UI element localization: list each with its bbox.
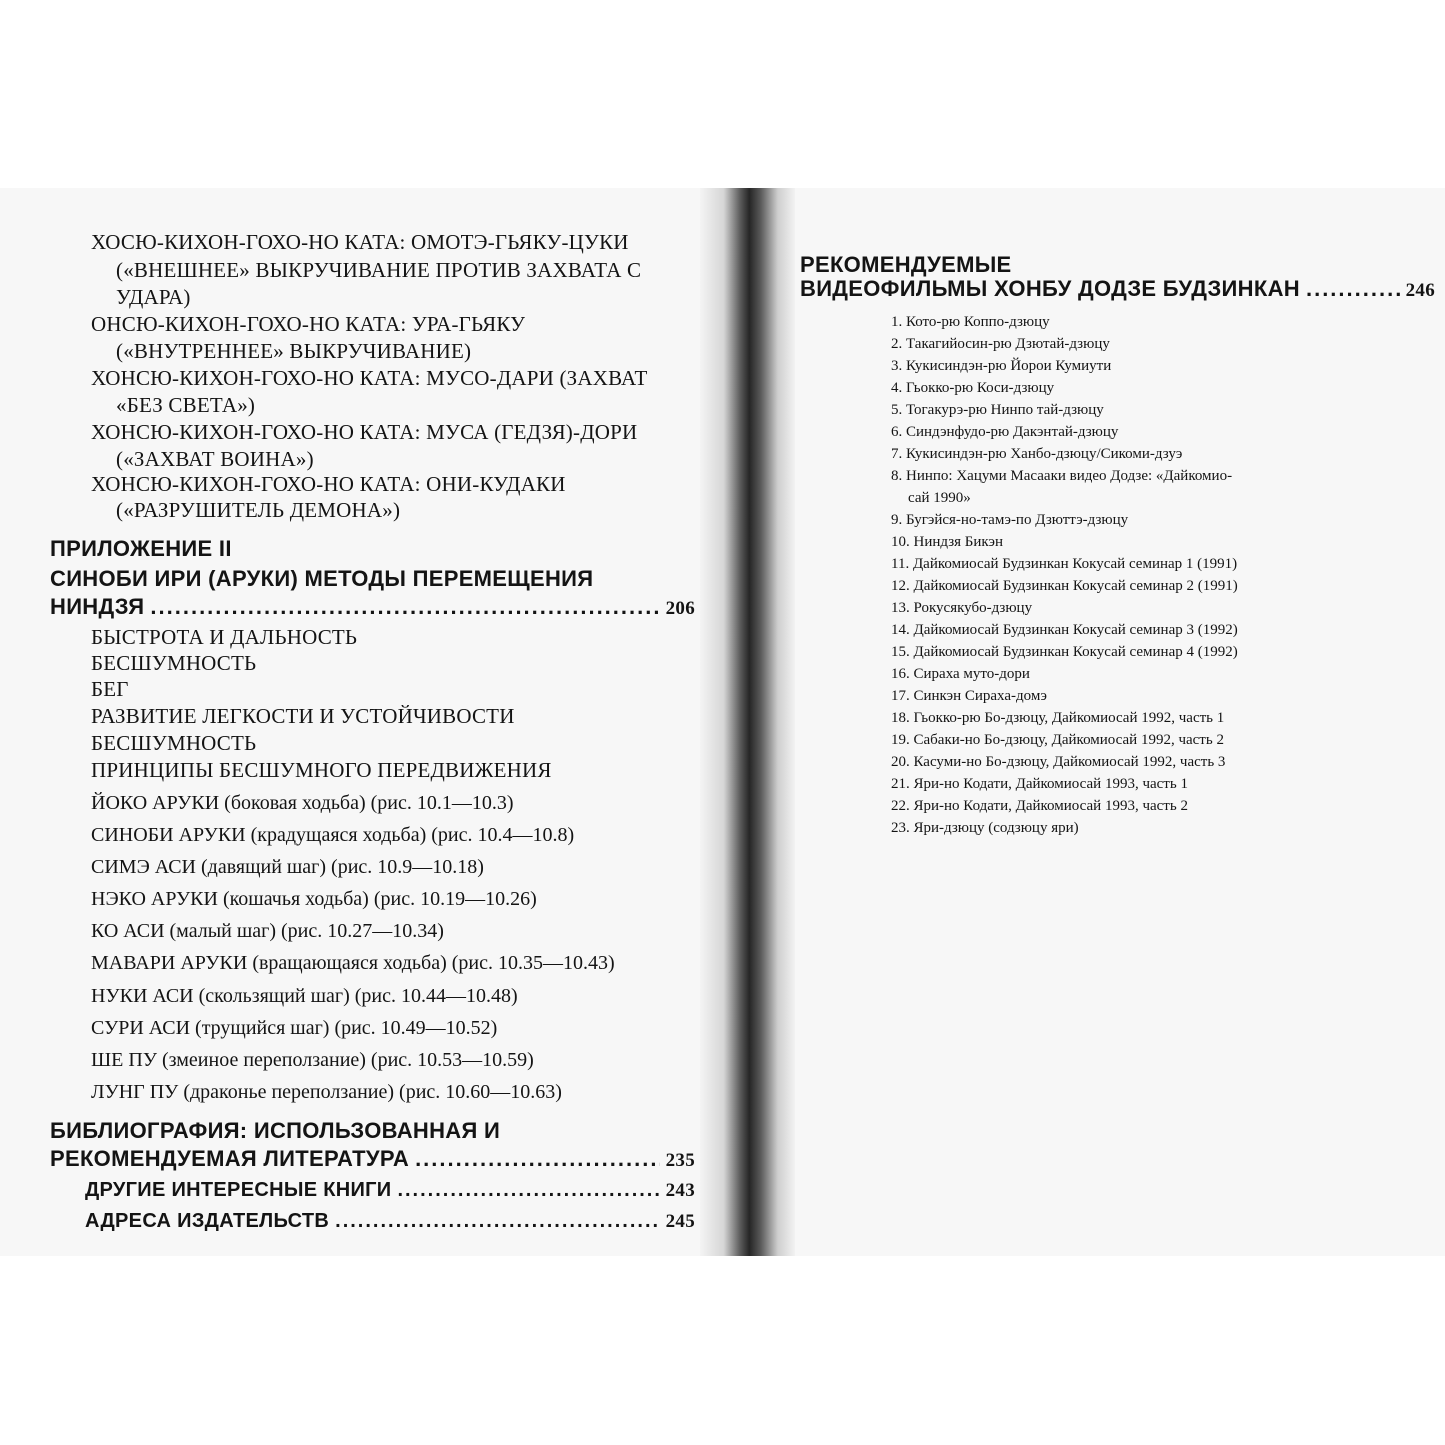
video-item-21: 21. Яри-но Кодати, Дайкомиосай 1993, часть 1 xyxy=(891,776,1188,792)
video-item-17: 17. Синкэн Сираха-домэ xyxy=(891,688,1047,704)
video-item-10: 10. Ниндзя Бикэн xyxy=(891,534,1003,550)
appendix-item-1: ЙОКО АРУКИ (боковая ходьба) (рис. 10.1—10.3) xyxy=(91,792,514,814)
bibliography-sub2-label: АДРЕСА ИЗДАТЕЛЬСТВ xyxy=(85,1210,330,1232)
toc-subentry-1-line1: ХОСЮ-КИХОН-ГОХО-НО КАТА: ОМОТЭ-ГЬЯКУ-ЦУКИ xyxy=(91,230,629,254)
right-page xyxy=(795,188,1445,1256)
videos-page-number: 246 xyxy=(1405,280,1435,301)
toc-subentry-1-line2: («ВНЕШНЕЕ» ВЫКРУЧИВАНИЕ ПРОТИВ ЗАХВАТА С xyxy=(116,258,642,282)
book-spread xyxy=(0,188,1445,1256)
appendix-item-4: НЭКО АРУКИ (кошачья ходьба) (рис. 10.19—10.26) xyxy=(91,888,537,910)
leader-dots xyxy=(415,1146,660,1172)
video-item-7: 7. Кукисиндэн-рю Ханбо-дзюцу/Сикоми-дзуэ xyxy=(891,446,1183,462)
video-item-6: 6. Синдэнфудо-рю Дакэнтай-дзюцу xyxy=(891,424,1119,440)
bibliography-heading-line2: РЕКОМЕНДУЕМАЯ ЛИТЕРАТУРА xyxy=(50,1146,410,1171)
video-item-11: 11. Дайкомиосай Будзинкан Кокусай семинар 1 (1991) xyxy=(891,556,1238,572)
video-item-23: 23. Яри-дзюцу (содзюцу яри) xyxy=(891,820,1079,836)
video-item-19: 19. Сабаки-но Бо-дзюцу, Дайкомиосай 1992, часть 2 xyxy=(891,732,1224,748)
bibliography-sub1-page: 243 xyxy=(665,1180,695,1201)
toc-subentry-1-line3: УДАРА) xyxy=(116,285,191,309)
appendix-item-2: СИНОБИ АРУКИ (крадущаяся ходьба) (рис. 10.4—10.8) xyxy=(91,824,575,846)
toc-subentry-4-line2: («ЗАХВАТ ВОИНА») xyxy=(116,447,314,471)
appendix-caps-item-3: БЕГ xyxy=(91,677,129,701)
video-item-14: 14. Дайкомиосай Будзинкан Кокусай семинар 3 (1992) xyxy=(891,622,1238,638)
video-item-1: 1. Кото-рю Коппо-дзюцу xyxy=(891,314,1050,330)
appendix-item-3: СИМЭ АСИ (давящий шаг) (рис. 10.9—10.18) xyxy=(91,856,484,878)
toc-subentry-5-line2: («РАЗРУШИТЕЛЬ ДЕМОНА») xyxy=(116,498,401,522)
video-item-13: 13. Рокусякубо-дзюцу xyxy=(891,600,1033,616)
appendix-caps-item-1: БЫСТРОТА И ДАЛЬНОСТЬ xyxy=(91,625,358,649)
appendix-heading-line1: ПРИЛОЖЕНИЕ II xyxy=(50,536,232,561)
bibliography-heading-line1: БИБЛИОГРАФИЯ: ИСПОЛЬЗОВАННАЯ И xyxy=(50,1118,501,1143)
appendix-item-9: ШЕ ПУ (змеиное переползание) (рис. 10.53—10.59) xyxy=(91,1049,534,1071)
appendix-item-6: МАВАРИ АРУКИ (вращающаяся ходьба) (рис. 10.35—10.43) xyxy=(91,952,615,974)
videos-heading-line2: ВИДЕОФИЛЬМЫ ХОНБУ ДОДЗЕ БУДЗИНКАН xyxy=(800,276,1300,301)
left-page xyxy=(0,188,700,1256)
leader-dots xyxy=(335,1210,659,1233)
toc-subentry-3-line2: «БЕЗ СВЕТА») xyxy=(116,393,256,417)
bibliography-sub2-row xyxy=(85,1210,695,1233)
appendix-heading-line2: СИНОБИ ИРИ (АРУКИ) МЕТОДЫ ПЕРЕМЕЩЕНИЯ xyxy=(50,566,594,591)
appendix-caps-item-2: БЕСШУМНОСТЬ xyxy=(91,651,257,675)
appendix-caps-item-5: БЕСШУМНОСТЬ xyxy=(91,731,257,755)
bibliography-sub1-label: ДРУГИЕ ИНТЕРЕСНЫЕ КНИГИ xyxy=(85,1179,392,1201)
video-item-16: 16. Сираха муто-дори xyxy=(891,666,1030,682)
leader-dots xyxy=(1306,276,1400,302)
appendix-item-7: НУКИ АСИ (скользящий шаг) (рис. 10.44—10.48) xyxy=(91,985,518,1007)
video-item-22: 22. Яри-но Кодати, Дайкомиосай 1993, часть 2 xyxy=(891,798,1188,814)
bibliography-sub2-page: 245 xyxy=(665,1211,695,1232)
video-item-12: 12. Дайкомиосай Будзинкан Кокусай семинар 2 (1991) xyxy=(891,578,1238,594)
video-item-8-cont: сай 1990» xyxy=(908,490,971,506)
appendix-caps-item-4: РАЗВИТИЕ ЛЕГКОСТИ И УСТОЙЧИВОСТИ xyxy=(91,704,515,728)
videos-heading-row xyxy=(800,276,1435,302)
bibliography-page-number: 235 xyxy=(665,1150,695,1171)
bibliography-sub1-row xyxy=(85,1179,695,1202)
appendix-heading-line3: НИНДЗЯ xyxy=(50,594,145,619)
toc-subentry-2-line1: ОНСЮ-КИХОН-ГОХО-НО КАТА: УРА-ГЬЯКУ xyxy=(91,312,526,336)
video-item-4: 4. Гьокко-рю Коси-дзюцу xyxy=(891,380,1055,396)
videos-heading-line1: РЕКОМЕНДУЕМЫЕ xyxy=(800,252,1012,277)
toc-subentry-5-line1: ХОНСЮ-КИХОН-ГОХО-НО КАТА: ОНИ-КУДАКИ xyxy=(91,472,566,496)
appendix-page-number: 206 xyxy=(665,598,695,619)
video-item-8: 8. Нинпо: Хацуми Масааки видео Додзе: «Дайкомио- xyxy=(891,468,1233,484)
bibliography-heading-row xyxy=(50,1146,695,1172)
toc-subentry-2-line2: («ВНУТРЕННЕЕ» ВЫКРУЧИВАНИЕ) xyxy=(116,339,472,363)
video-item-5: 5. Тогакурэ-рю Нинпо тай-дзюцу xyxy=(891,402,1104,418)
video-item-18: 18. Гьокко-рю Бо-дзюцу, Дайкомиосай 1992, часть 1 xyxy=(891,710,1225,726)
appendix-caps-item-6: ПРИНЦИПЫ БЕСШУМНОГО ПЕРЕДВИЖЕНИЯ xyxy=(91,758,552,782)
video-item-2: 2. Такагийосин-рю Дзютай-дзюцу xyxy=(891,336,1110,352)
video-item-15: 15. Дайкомиосай Будзинкан Кокусай семинар 4 (1992) xyxy=(891,644,1238,660)
toc-subentry-3-line1: ХОНСЮ-КИХОН-ГОХО-НО КАТА: МУСО-ДАРИ (ЗАХВАТ xyxy=(91,366,648,390)
video-item-3: 3. Кукисиндэн-рю Йорои Кумиути xyxy=(891,358,1112,374)
video-item-20: 20. Касуми-но Бо-дзюцу, Дайкомиосай 1992, часть 3 xyxy=(891,754,1226,770)
appendix-item-8: СУРИ АСИ (трущийся шаг) (рис. 10.49—10.52) xyxy=(91,1017,498,1039)
appendix-item-5: КО АСИ (малый шаг) (рис. 10.27—10.34) xyxy=(91,920,444,942)
leader-dots xyxy=(150,594,659,620)
video-item-9: 9. Бугэйся-но-тамэ-по Дзюттэ-дзюцу xyxy=(891,512,1129,528)
toc-subentry-4-line1: ХОНСЮ-КИХОН-ГОХО-НО КАТА: МУСА (ГЕДЗЯ)-ДОРИ xyxy=(91,420,638,444)
leader-dots xyxy=(397,1179,659,1202)
appendix-heading-row xyxy=(50,594,695,620)
appendix-item-10: ЛУНГ ПУ (драконье переползание) (рис. 10.60—10.63) xyxy=(91,1081,562,1103)
book-gutter xyxy=(700,188,795,1256)
